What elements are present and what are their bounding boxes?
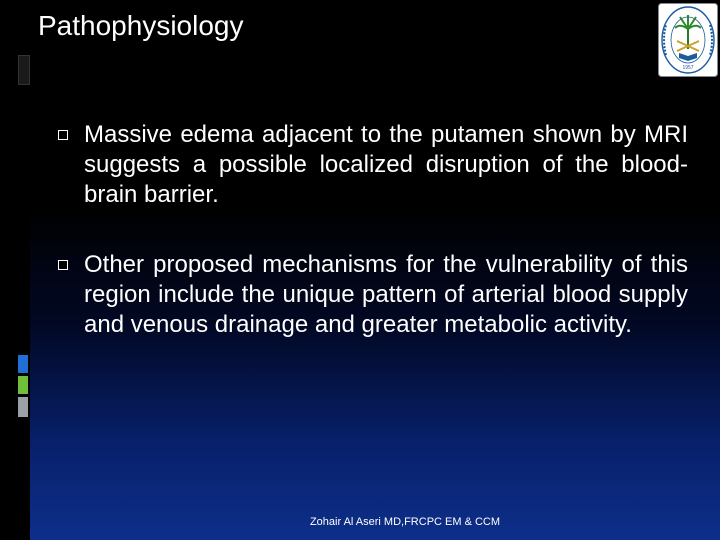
accent-bar [18,376,28,394]
bullet-text: Massive edema adjacent to the putamen shown by MRI suggests a possible localized disruption of the blood-brain barrier. [84,121,688,208]
palm-and-swords-emblem-icon [658,3,718,77]
svg-text:1957: 1957 [682,65,694,71]
slide-title: Pathophysiology [38,10,244,41]
accent-bar [18,355,28,373]
bullet-item [58,120,688,210]
accent-bar [18,397,28,417]
university-logo [658,3,718,77]
left-accent-strip [0,0,30,540]
square-bullet-icon [58,130,68,140]
accent-bar [18,55,30,85]
bullet-text: Other proposed mechanisms for the vulnerability of this region include the unique pattern of arterial blood supply and venous drainage and greater metabolic activity. [84,251,688,338]
slide-footer: Zohair Al Aseri MD,FRCPC EM & CCM [309,516,501,528]
bullet-list [58,120,688,380]
bullet-item [58,250,688,340]
square-bullet-icon [58,260,68,270]
